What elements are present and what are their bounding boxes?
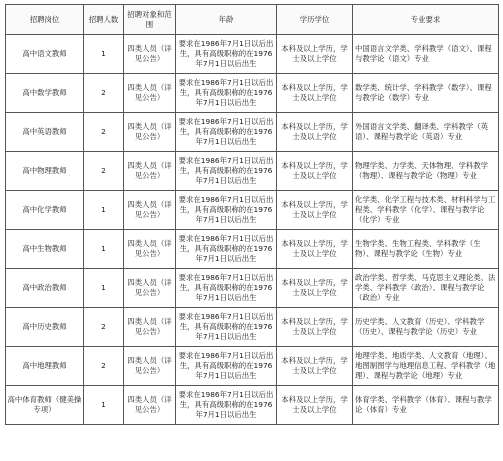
cell-age: 要求在1986年7月1日以后出生，具有高级职称的在1976年7月1日以后出生: [176, 35, 277, 74]
cell-education: 本科及以上学历，学士及以上学位: [277, 230, 353, 269]
cell-age: 要求在1986年7月1日以后出生，具有高级职称的在1976年7月1日以后出生: [176, 308, 277, 347]
cell-count: 1: [84, 386, 124, 425]
table-row: [6, 347, 499, 386]
cell-major: 体育学类、学科教学（体育）、课程与教学论（体育）专业: [353, 386, 499, 425]
cell-age: 要求在1986年7月1日以后出生，具有高级职称的在1976年7月1日以后出生: [176, 152, 277, 191]
cell-count: 1: [84, 269, 124, 308]
cell-scope: 四类人员（详见公告）: [124, 347, 176, 386]
cell-post: 高中体育教师（健美操专项）: [6, 386, 84, 425]
cell-post: 高中物理教师: [6, 152, 84, 191]
header-age: 年龄: [176, 5, 277, 35]
cell-count: 2: [84, 308, 124, 347]
cell-education: 本科及以上学历，学士及以上学位: [277, 347, 353, 386]
table-row: [6, 74, 499, 113]
cell-scope: 四类人员（详见公告）: [124, 74, 176, 113]
cell-education: 本科及以上学历，学士及以上学位: [277, 113, 353, 152]
header-scope: 招聘对象和范围: [124, 5, 176, 35]
table-row: [6, 308, 499, 347]
cell-major: 外国语言文学类、翻译类、学科教学（英语）、课程与教学论（英语）专业: [353, 113, 499, 152]
cell-major: 数学类、统计学、学科教学（数学）、课程与教学论（数学）专业: [353, 74, 499, 113]
cell-scope: 四类人员（详见公告）: [124, 269, 176, 308]
cell-post: 高中英语教师: [6, 113, 84, 152]
cell-age: 要求在1986年7月1日以后出生，具有高级职称的在1976年7月1日以后出生: [176, 74, 277, 113]
cell-scope: 四类人员（详见公告）: [124, 308, 176, 347]
cell-scope: 四类人员（详见公告）: [124, 230, 176, 269]
cell-count: 2: [84, 347, 124, 386]
table-row: [6, 113, 499, 152]
cell-education: 本科及以上学历，学士及以上学位: [277, 308, 353, 347]
cell-age: 要求在1986年7月1日以后出生，具有高级职称的在1976年7月1日以后出生: [176, 347, 277, 386]
recruitment-table-container: [5, 4, 498, 425]
cell-count: 1: [84, 230, 124, 269]
table-row: [6, 386, 499, 425]
cell-count: 1: [84, 191, 124, 230]
cell-major: 中国语言文学类、学科教学（语文）、课程与教学论（语文）专业: [353, 35, 499, 74]
cell-education: 本科及以上学历，学士及以上学位: [277, 74, 353, 113]
cell-scope: 四类人员（详见公告）: [124, 113, 176, 152]
header-education: 学历学位: [277, 5, 353, 35]
header-row: [6, 5, 499, 35]
cell-education: 本科及以上学历，学士及以上学位: [277, 152, 353, 191]
cell-count: 2: [84, 152, 124, 191]
cell-education: 本科及以上学历，学士及以上学位: [277, 191, 353, 230]
cell-count: 2: [84, 74, 124, 113]
table-row: [6, 35, 499, 74]
recruitment-table: [5, 4, 499, 425]
cell-age: 要求在1986年7月1日以后出生，具有高级职称的在1976年7月1日以后出生: [176, 386, 277, 425]
cell-scope: 四类人员（详见公告）: [124, 386, 176, 425]
cell-scope: 四类人员（详见公告）: [124, 35, 176, 74]
table-row: [6, 230, 499, 269]
cell-age: 要求在1986年7月1日以后出生，具有高级职称的在1976年7月1日以后出生: [176, 191, 277, 230]
cell-major: 地理学类、地质学类、人文教育（地理）、地图制图学与地理信息工程、学科教学（地理）、课程与教学论（地理）专业: [353, 347, 499, 386]
header-count: 招聘人数: [84, 5, 124, 35]
table-row: [6, 269, 499, 308]
table-row: [6, 152, 499, 191]
cell-count: 2: [84, 113, 124, 152]
cell-major: 政治学类、哲学类、马克思主义理论类、法学类、学科教学（政治）、课程与教学论（政治）专业: [353, 269, 499, 308]
cell-post: 高中政治教师: [6, 269, 84, 308]
cell-major: 化学类、化学工程与技术类、材料科学与工程类、学科教学（化学）、课程与教学论（化学）专业: [353, 191, 499, 230]
cell-major: 历史学类、人文教育（历史）、学科教学（历史）、课程与教学论（历史）专业: [353, 308, 499, 347]
cell-scope: 四类人员（详见公告）: [124, 152, 176, 191]
cell-post: 高中历史教师: [6, 308, 84, 347]
cell-education: 本科及以上学历，学士及以上学位: [277, 386, 353, 425]
cell-age: 要求在1986年7月1日以后出生，具有高级职称的在1976年7月1日以后出生: [176, 113, 277, 152]
cell-post: 高中数学教师: [6, 74, 84, 113]
cell-age: 要求在1986年7月1日以后出生，具有高级职称的在1976年7月1日以后出生: [176, 230, 277, 269]
cell-scope: 四类人员（详见公告）: [124, 191, 176, 230]
cell-post: 高中生物教师: [6, 230, 84, 269]
cell-count: 1: [84, 35, 124, 74]
cell-major: 生物学类、生物工程类、学科教学（生物）、课程与教学论（生物）专业: [353, 230, 499, 269]
table-row: [6, 191, 499, 230]
cell-education: 本科及以上学历，学士及以上学位: [277, 35, 353, 74]
header-major: 专业要求: [353, 5, 499, 35]
header-post: 招聘岗位: [6, 5, 84, 35]
cell-post: 高中化学教师: [6, 191, 84, 230]
cell-post: 高中语文教师: [6, 35, 84, 74]
cell-major: 物理学类、力学类、天体物理、学科教学（物理）、课程与教学论（物理）专业: [353, 152, 499, 191]
cell-post: 高中地理教师: [6, 347, 84, 386]
cell-education: 本科及以上学历，学士及以上学位: [277, 269, 353, 308]
cell-age: 要求在1986年7月1日以后出生，具有高级职称的在1976年7月1日以后出生: [176, 269, 277, 308]
